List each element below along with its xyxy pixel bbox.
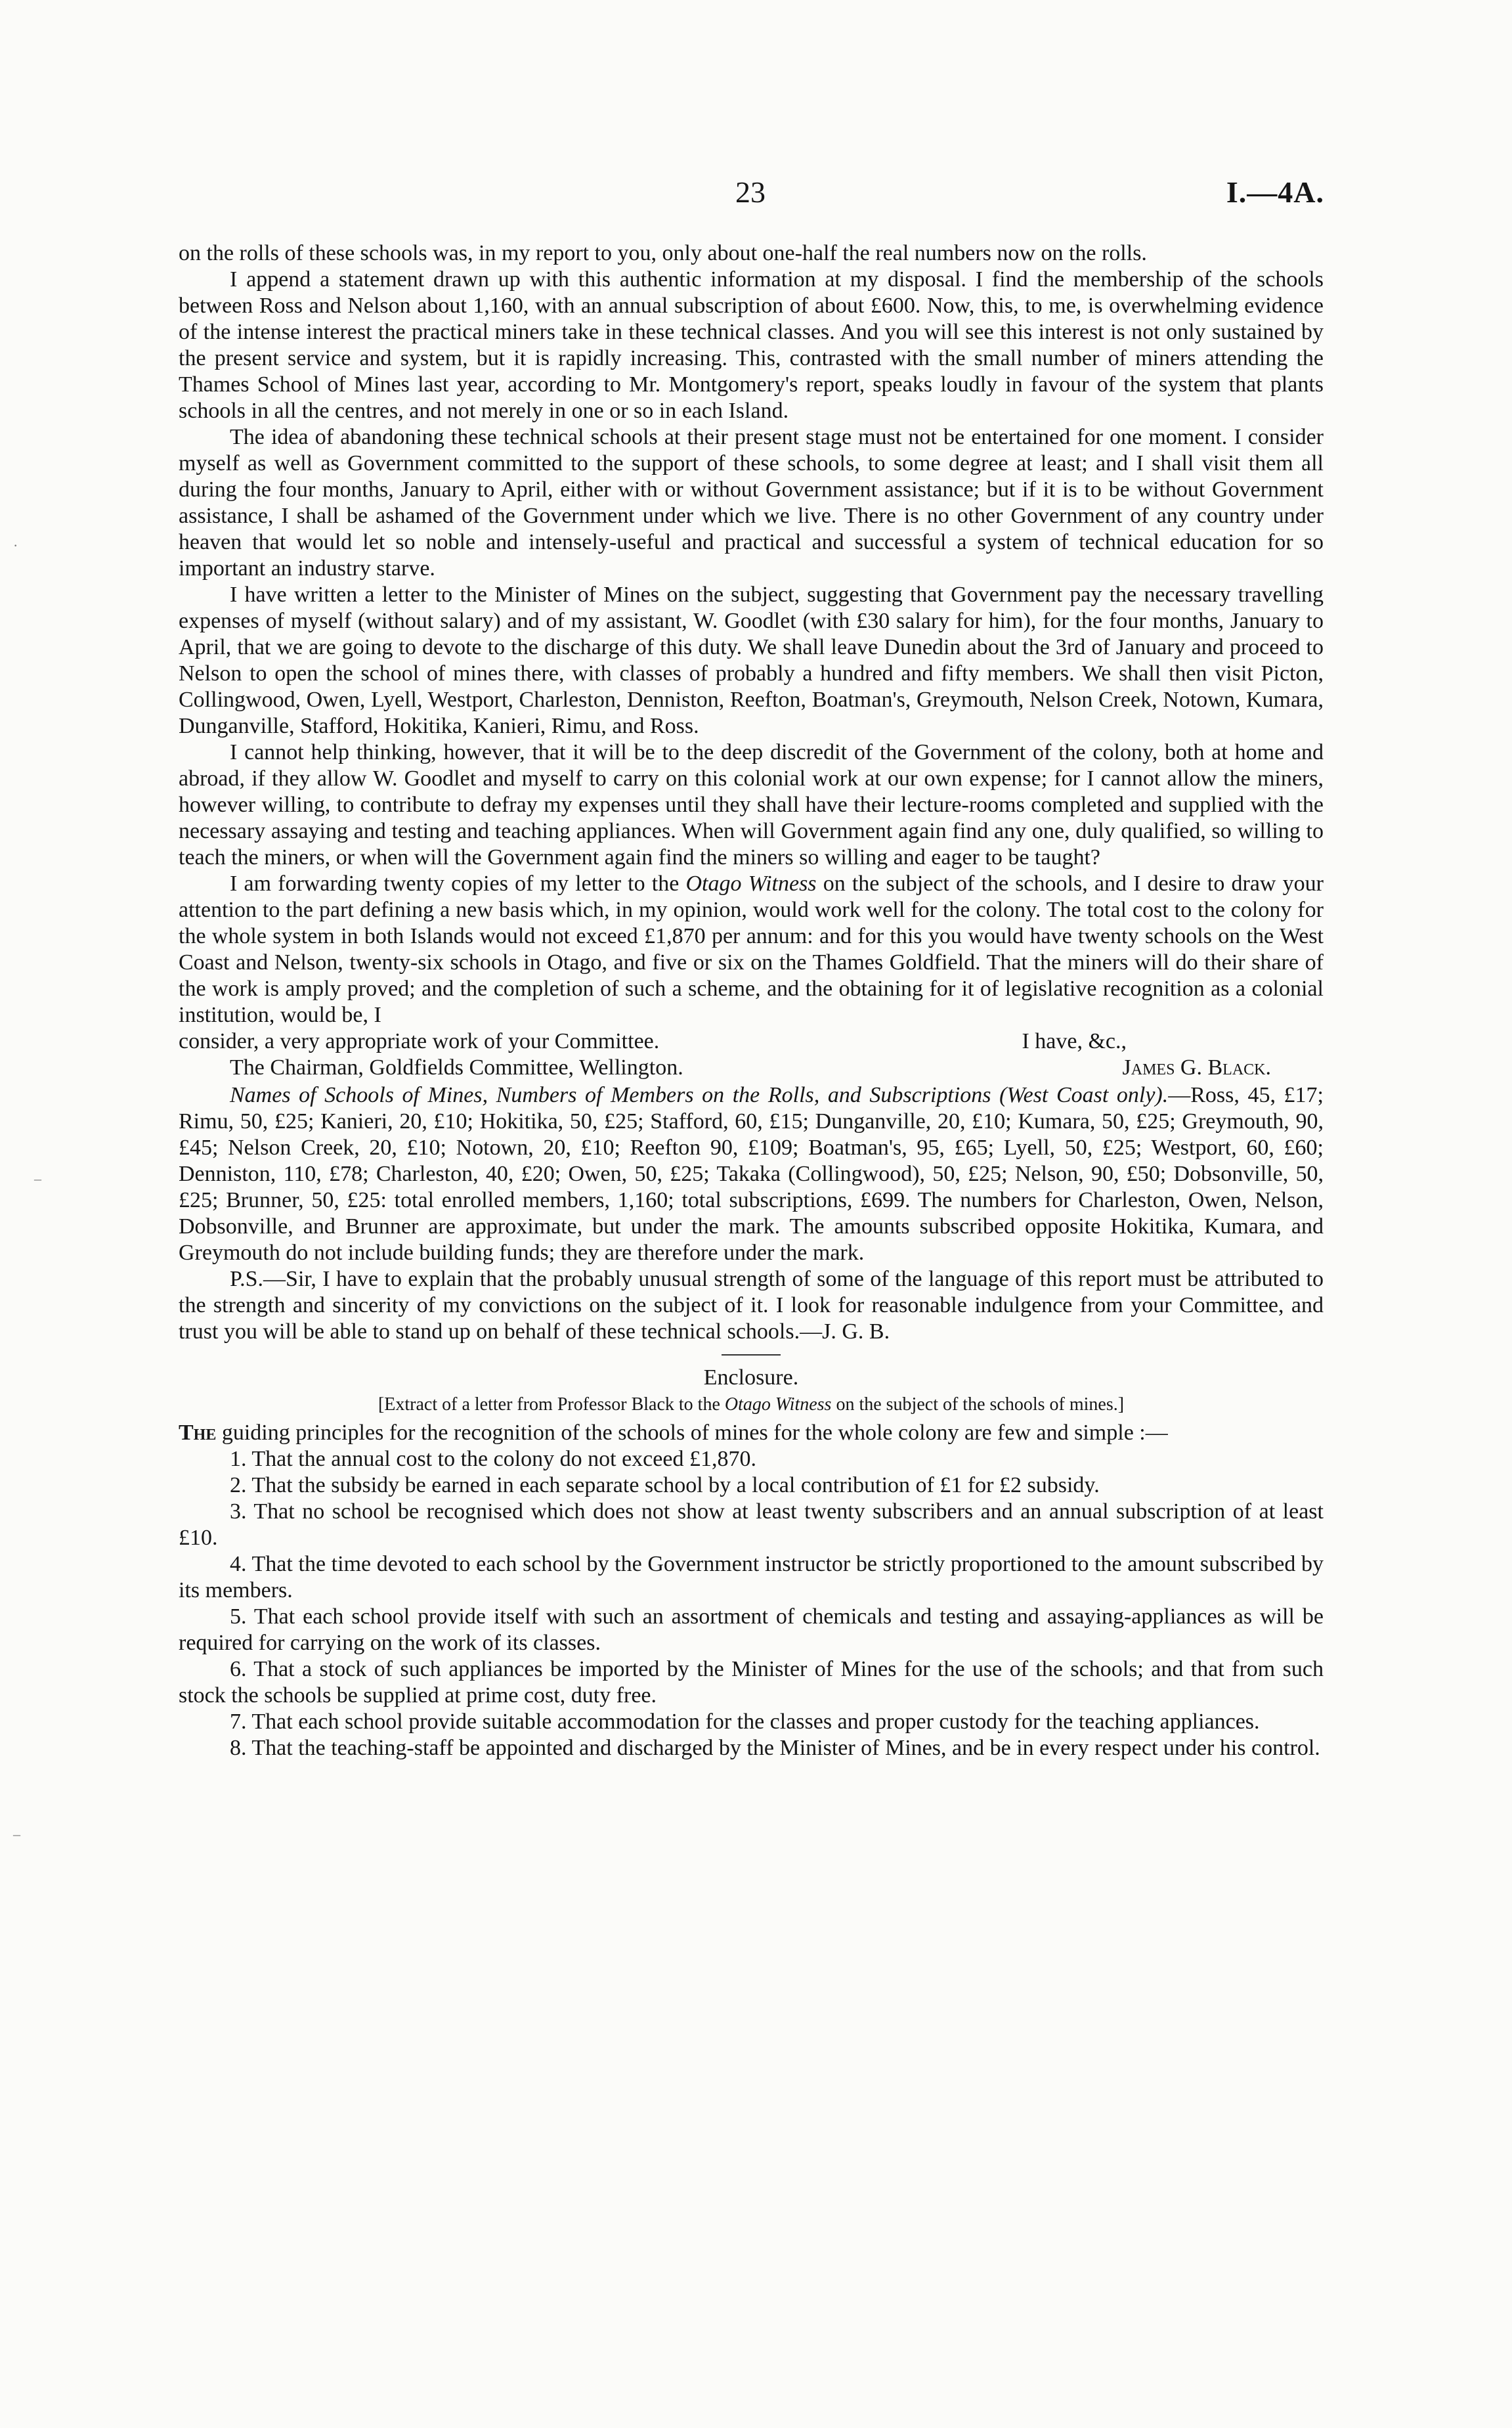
paragraph: I cannot help thinking, however, that it will be to the deep discredit of the Government of the colony, both at home and abroad, if they allow W. Goodlet and myself to carry on this colonial work at our own expense; for I cannot allow the miners, however willing, to contribute to defray my expenses until they shall have their lecture-rooms completed and supplied with the necessary assaying and testing and teaching appliances. When will Government again find any one, duly qualified, so willing to teach the miners, or when will the Government again find the miners so willing and eager to be taught? — [179, 740, 1324, 870]
extract-note — [179, 1394, 1324, 1416]
closing-line — [179, 1028, 1324, 1055]
document-reference: I.—4A. — [1226, 175, 1324, 209]
newspaper-title: Otago Witness — [724, 1394, 832, 1415]
forwarding-paragraph — [179, 871, 1324, 1028]
paragraph: I have written a letter to the Minister of Mines on the subject, suggesting that Government pay the necessary travelling expenses of myself (without salary) and of my assistant, W. Goodlet (with £30 salary for him), for the four months, January to April, that we are going to devote to the discharge of this duty. We shall leave Dunedin about the 3rd of January and proceed to Nelson to open the school of mines there, with classes of probably a hundred and fifty members. We shall then visit Picton, Collingwood, Owen, Lyell, Westport, Charleston, Denniston, Reefton, Boatman's, Greymouth, Nelson Creek, Notown, Kumara, Dunganville, Stafford, Hokitika, Kanieri, Rimu, and Ross. — [179, 583, 1324, 738]
paragraph-continued: on the rolls of these schools was, in my report to you, only about one-half the real numbers now on the rolls. — [179, 241, 1147, 265]
schools-list-heading: Names of Schools of Mines, Numbers of Members on the Rolls, and Subscriptions (West Coast only). — [230, 1083, 1169, 1107]
margin-mark: – — [13, 1826, 20, 1842]
intro-lead: The — [179, 1421, 217, 1445]
principle-item: 2. That the subsidy be earned in each separate school by a local contribution of £1 for £2 subsidy. — [230, 1473, 1100, 1497]
signature: James G. Black. — [1122, 1055, 1271, 1080]
valediction: I have, &c., — [1022, 1029, 1127, 1053]
addressee: The Chairman, Goldfields Committee, Wellington. — [230, 1055, 683, 1080]
schools-list — [179, 1082, 1324, 1266]
principle-item: 6. That a stock of such appliances be imported by the Minister of Mines for the use of the schools; and that from such stock the schools be supplied at prime cost, duty free. — [179, 1657, 1324, 1708]
enclosure-heading: Enclosure. — [703, 1365, 799, 1390]
margin-mark: – — [34, 1170, 41, 1187]
enclosure-intro — [179, 1420, 1324, 1446]
principle-item: 7. That each school provide suitable accommodation for the classes and proper custody for the teaching appliances. — [230, 1710, 1260, 1734]
text: I am forwarding twenty copies of my letter to the — [230, 872, 686, 896]
principle-item: 1. That the annual cost to the colony do not exceed £1,870. — [230, 1447, 756, 1471]
principle-item: 8. That the teaching-staff be appointed and discharged by the Minister of Mines, and be in every respect under his control. — [230, 1736, 1320, 1760]
address-line — [179, 1055, 1324, 1081]
principle-item: 5. That each school provide itself with such an assortment of chemicals and testing and assaying-appliances as will be required for carrying on the work of its classes. — [179, 1604, 1324, 1655]
page-header — [0, 175, 1512, 214]
paragraph: I append a statement drawn up with this authentic information at my disposal. I find the membership of the schools between Ross and Nelson about 1,160, with an annual subscription of about £600. Now, this, to me, is overwhelming evidence of the intense interest the practical miners take in these technical classes. And you will see this interest is not only sustained by the present service and system, but it is rapidly increasing. This, contrasted with the small number of miners attending the Thames School of Mines last year, according to Mr. Montgomery's report, speaks loudly in favour of the system that plants schools in all the centres, and not merely in one or so in each Island. — [179, 267, 1324, 423]
postscript: P.S.—Sir, I have to explain that the probably unusual strength of some of the language of this report must be attributed to the strength and sincerity of my convictions on the subject of it. I look for reasonable indulgence from your Committee, and trust you will be able to stand up on behalf of these technical schools.—J. G. B. — [179, 1267, 1324, 1344]
closing-text: consider, a very appropriate work of your Committee. — [179, 1029, 660, 1053]
principle-item: 4. That the time devoted to each school by the Government instructor be strictly proportioned to the amount subscribed by its members. — [179, 1552, 1324, 1602]
schools-list-text: —Ross, 45, £17; Rimu, 50, £25; Kanieri, 20, £10; Hokitika, 50, £25; Stafford, 60, £15; Dunganville, 20, £10; Kumara, 50, £25; Greymouth, 90, £45; Nelson Creek, 20, £10; Notown, 20, £10; Reefton 90, £109; Boatman's, 95, £65; Lyell, 50, £25; Westport, 60, £60; Denniston, 110, £78; Charleston, 40, £20; Owen, 50, £25; Takaka (Collingwood), 50, £25; Nelson, 90, £50; Dobsonville, 50, £25; Brunner, 50, £25: total enrolled members, 1,160; total subscriptions, £699. The numbers for Charleston, Owen, Nelson, Dobsonville, and Brunner are approximate, but under the mark. The amounts subscribed opposite Hokitika, Kumara, and Greymouth do not include building funds; they are therefore under the mark. — [179, 1083, 1324, 1265]
text: [Extract of a letter from Professor Black to the — [378, 1394, 725, 1415]
document-body — [179, 240, 1324, 1761]
paragraph: The idea of abandoning these technical schools at their present stage must not be entertained for one moment. I consider myself as well as Government committed to the support of these schools, to some degree at least; and I shall visit them all during the four months, January to April, either with or without Government assistance; but if it is to be without Government assistance, I shall be ashamed of the Government under which we live. There is no other Government of any country under heaven that would let so noble and intensely-useful and practical and successful a system of technical education for so important an industry starve. — [179, 425, 1324, 581]
principle-item: 3. That no school be recognised which does not show at least twenty subscribers and an annual subscription of at least £10. — [179, 1499, 1324, 1550]
newspaper-title: Otago Witness — [685, 872, 817, 896]
page-number: 23 — [735, 175, 766, 209]
intro-text: guiding principles for the recognition of the schools of mines for the whole colony are few and simple :— — [216, 1421, 1168, 1445]
margin-mark: · — [13, 537, 18, 554]
divider — [722, 1354, 781, 1356]
text: on the subject of the schools, and I desire to draw your attention to the part defining a new basis which, in my opinion, would work well for the colony. The total cost to the colony for the whole system in both Islands would not exceed £1,870 per annum: and for this you would have twenty schools on the West Coast and Nelson, twenty-six schools in Otago, and five or six on the Thames Goldfield. That the miners will do their share of the work is amply proved; and the completion of such a scheme, and the obtaining for it of legislative recognition as a colonial institution, would be, I — [179, 872, 1324, 1027]
text: on the subject of the schools of mines.] — [831, 1394, 1125, 1415]
